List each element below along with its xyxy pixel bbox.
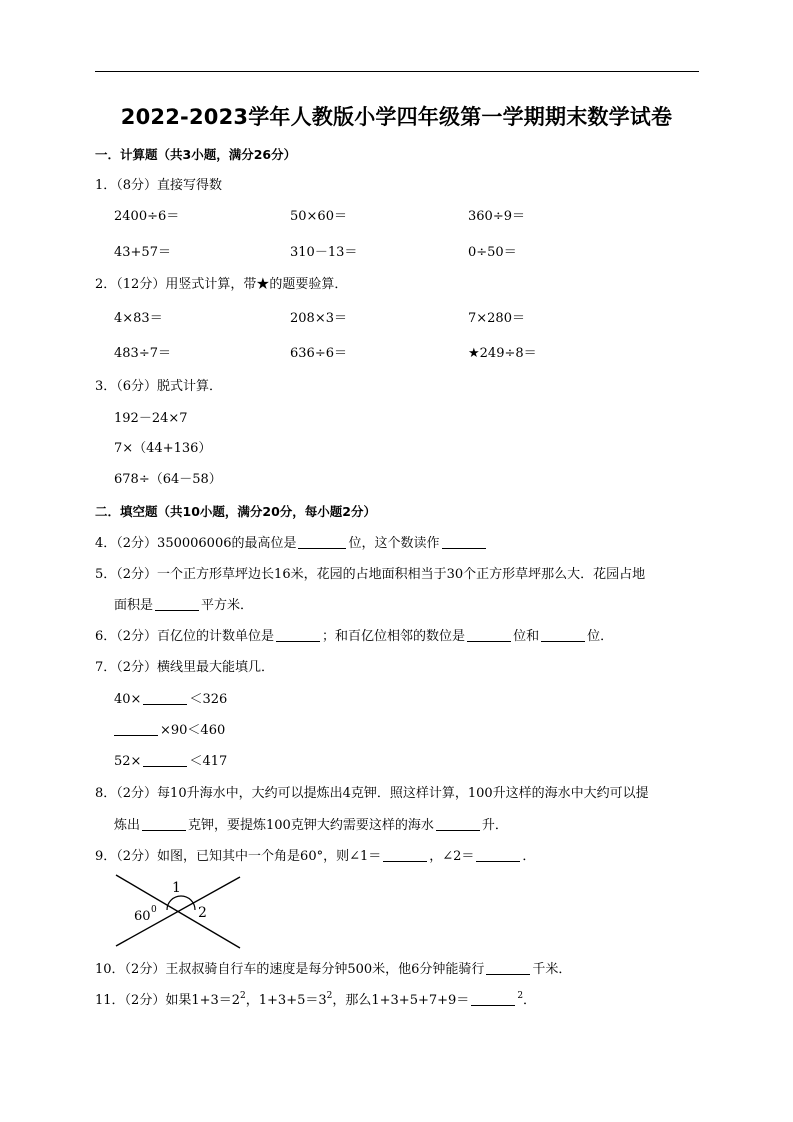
answer-blank[interactable] [143, 690, 187, 705]
question-5-line1: 5．（2分）一个正方形草坪边长16米，花园的占地面积相当于30个正方形草坪那么大．花园占地 [95, 567, 646, 582]
answer-blank[interactable] [476, 847, 520, 862]
q1-item: 50×60＝ [290, 209, 347, 224]
q3-item: 678÷（64－58） [114, 472, 222, 487]
angle-1-label: 1 [172, 880, 181, 896]
answer-blank[interactable] [541, 627, 585, 642]
answer-blank[interactable] [143, 752, 187, 767]
question-4: 4．（2分）350006006的最高位是 位，这个数读作 [95, 534, 488, 553]
header-rule [95, 71, 699, 72]
answer-blank[interactable] [114, 721, 158, 736]
question-1-head: 1．（8分）直接写得数 [95, 178, 223, 193]
q1-item: 2400÷6＝ [114, 209, 180, 224]
answer-blank[interactable] [467, 627, 511, 642]
section-heading-fill: 二．填空题（共10小题，满分20分，每小题2分） [95, 504, 376, 519]
q3-item: 7×（44+136） [114, 441, 212, 456]
q1-item: 0÷50＝ [468, 245, 517, 260]
q1-item: 43+57＝ [114, 245, 171, 260]
question-7-head: 7．（2分）横线里最大能填几． [95, 660, 275, 675]
page-title: 2022-2023学年人教版小学四年级第一学期期末数学试卷 [120, 105, 673, 129]
q2-item: 208×3＝ [290, 311, 347, 326]
q2-item: 636÷6＝ [290, 346, 347, 361]
question-7-row: ×90＜460 [114, 721, 225, 740]
question-11: 11．（2分）如果$1+3=2^2$，$1+3+5=3^2$，那么1+3+5+7+9＝ $^2$． [95, 991, 537, 1008]
q2-item: 7×280＝ [468, 311, 525, 326]
answer-blank[interactable] [155, 596, 199, 611]
question-2-head: 2．（12分）用竖式计算，带★的题要验算． [95, 277, 348, 292]
answer-blank[interactable] [436, 816, 480, 831]
question-9: 9．（2分）如图，已知其中一个角是60°，则∠1＝ ，∠2＝ ． [95, 849, 536, 864]
answer-blank[interactable] [142, 816, 186, 831]
degree-mark: 0 [151, 905, 157, 915]
angle-60-label: 60 [134, 909, 151, 924]
question-7-row: 52× ＜417 [114, 754, 228, 769]
section-heading-calc: 一．计算题（共3小题，满分26分） [95, 147, 297, 162]
q2-item: 4×83＝ [114, 311, 163, 326]
answer-blank[interactable] [486, 960, 530, 975]
angle-2-label: 2 [198, 905, 207, 921]
question-7-row: 40× ＜326 [114, 692, 228, 707]
question-5-line2: 面积是 平方米． [114, 598, 254, 613]
intersecting-lines-figure [112, 870, 244, 950]
question-3-head: 3．（6分）脱式计算． [95, 379, 223, 394]
q1-item: 310－13＝ [290, 245, 358, 260]
answer-blank[interactable] [442, 534, 486, 549]
question-8-line2: 炼出 克钾，要提炼100克钾大约需要这样的海水 升． [114, 818, 508, 833]
q2-item: 483÷7＝ [114, 346, 171, 361]
q2-item: ★249÷8＝ [468, 346, 537, 361]
question-10: 10．（2分）王叔叔骑自行车的速度是每分钟500米，他6分钟能骑行 千米． [95, 962, 572, 977]
question-8-line1: 8．（2分）每10升海水中，大约可以提炼出4克钾．照这样计算，100升这样的海水中大约可以提 [95, 786, 649, 801]
answer-blank[interactable] [471, 991, 515, 1006]
q1-item: 360÷9＝ [468, 209, 525, 224]
answer-blank[interactable] [298, 534, 346, 549]
answer-blank[interactable] [383, 847, 427, 862]
q3-item: 192－24×7 [114, 411, 188, 426]
answer-blank[interactable] [276, 627, 320, 642]
question-6: 6．（2分）百亿位的计数单位是 ；和百亿位相邻的数位是 位和 位． [95, 629, 614, 644]
